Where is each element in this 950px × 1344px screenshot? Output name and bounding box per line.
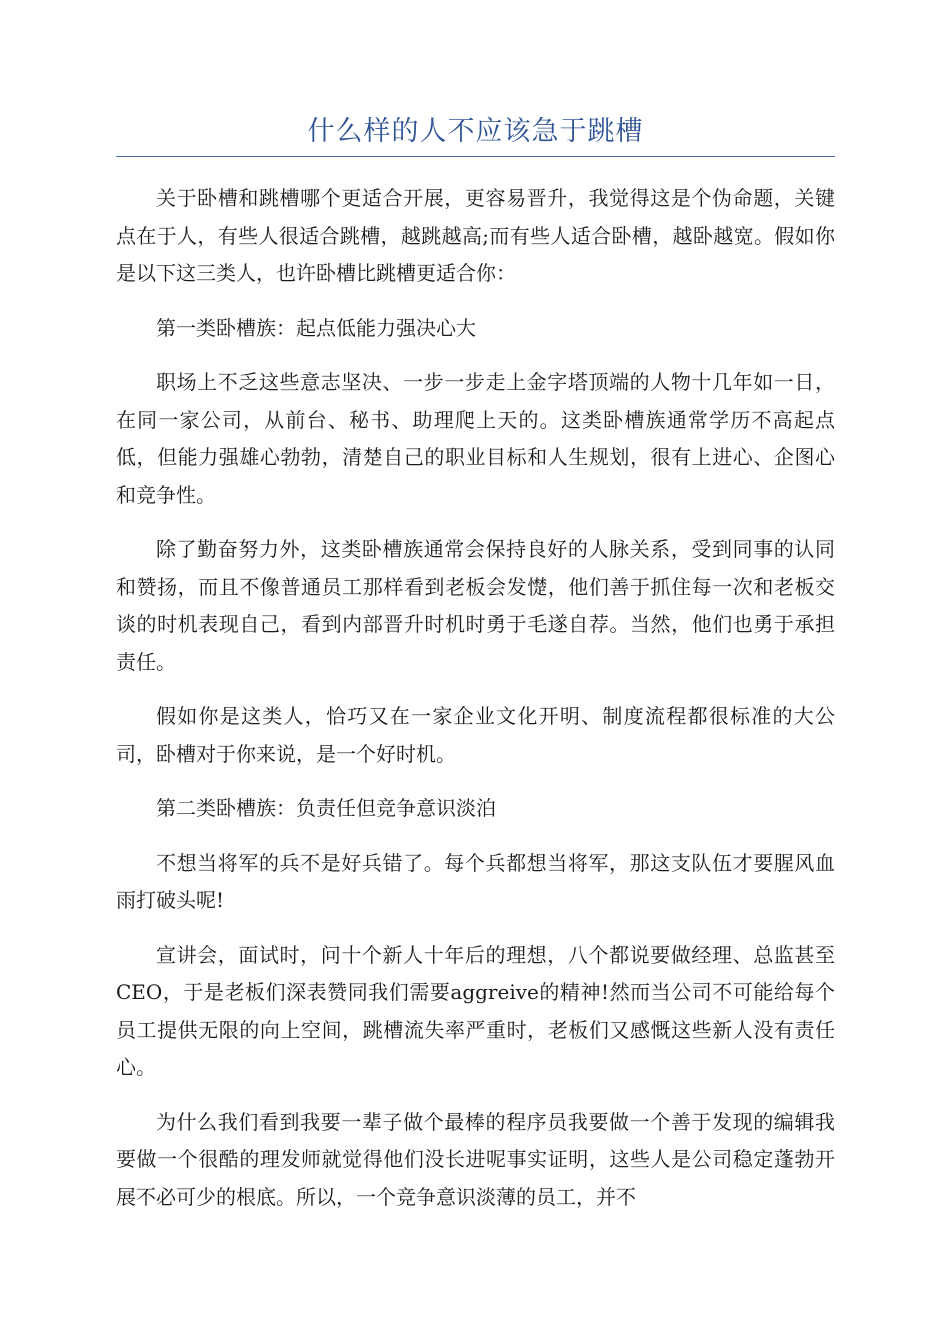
document-title: 什么样的人不应该急于跳槽: [307, 116, 644, 147]
section-heading-first-type: 第一类卧槽族：起点低能力强决心大: [156, 315, 476, 340]
section-heading-second-type: 第二类卧槽族：负责任但竞争意识淡泊: [156, 796, 496, 820]
paragraph: 不想当将军的兵不是好兵错了。每个兵都想当将军，那这支队伍才要腥风血雨打破头呢!: [116, 850, 835, 912]
paragraph: 为什么我们看到我要一辈子做个最棒的程序员我要做一个善于发现的编辑我要做一个很酷的理发师就觉得他们没长进呢事实证明，这些人是公司稳定蓬勃开展不必可少的根底。所以，一个竞争意识淡薄的员工，并不: [116, 1109, 835, 1209]
paragraph: 假如你是这类人，恰巧又在一家企业文化开明、制度流程都很标准的大公司，卧槽对于你来说，是一个好时机。: [116, 704, 835, 766]
paragraph: 宣讲会，面试时，问十个新人十年后的理想，八个都说要做经理、总监甚至CEO，于是老板们深表赞同我们需要aggreive的精神!然而当公司不可能给每个员工提供无限的向上空间，跳槽流失率严重时，老板们又感慨这些新人没有责任心。: [116, 942, 835, 1079]
paragraph: 职场上不乏这些意志坚决、一步一步走上金字塔顶端的人物十几年如一日，在同一家公司，从前台、秘书、助理爬上天的。这类卧槽族通常学历不高起点低，但能力强雄心勃勃，清楚自己的职业目标和人生规划，很有上进心、企图心和竞争性。: [116, 370, 835, 507]
document-body: [116, 180, 835, 1233]
paragraph: 除了勤奋努力外，这类卧槽族通常会保持良好的人脉关系，受到同事的认同和赞扬，而且不像普通员工那样看到老板会发憷，他们善于抓住每一次和老板交谈的时机表现自己，看到内部晋升时机时勇于毛遂自荐。当然，他们也勇于承担责任。: [116, 537, 835, 674]
title-block: [116, 112, 835, 157]
paragraph-intro: 关于卧槽和跳槽哪个更适合开展，更容易晋升，我觉得这是个伪命题，关键点在于人，有些人很适合跳槽，越跳越高;而有些人适合卧槽，越卧越宽。假如你是以下这三类人，也许卧槽比跳槽更适合你：: [116, 186, 835, 285]
